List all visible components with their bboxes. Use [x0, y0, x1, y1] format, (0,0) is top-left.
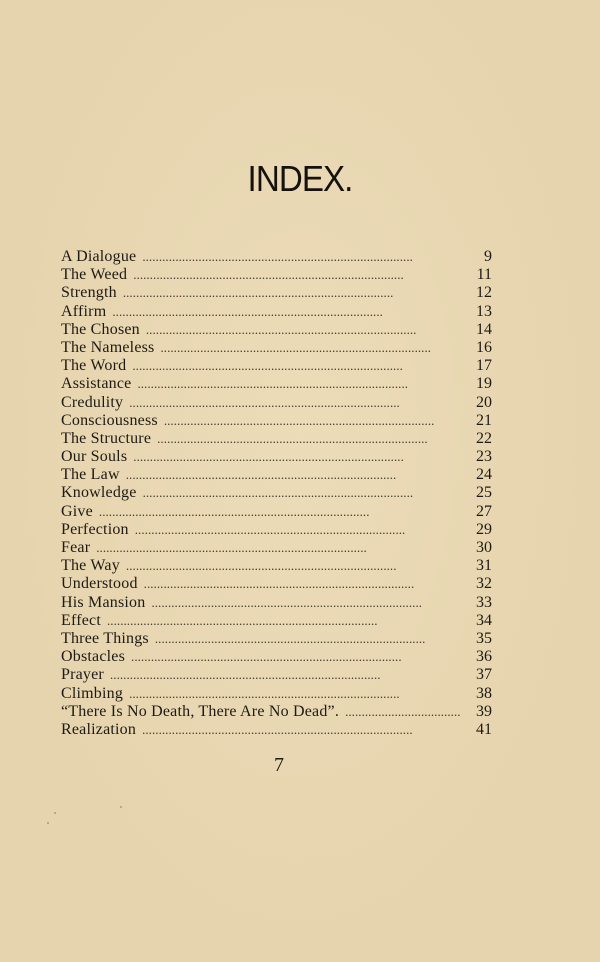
dot-leader: [132, 357, 460, 375]
index-entry: [61, 666, 492, 684]
entry-page-number: 16: [476, 338, 492, 356]
dot-leader: [96, 539, 460, 557]
dot-leader: [126, 466, 460, 484]
entry-page-number: 20: [476, 393, 492, 411]
entry-title: The Chosen: [61, 320, 140, 338]
entry-title: “There Is No Death, There Are No Dead”.: [61, 702, 340, 720]
entry-page-number: 29: [476, 520, 492, 538]
dot-leader: [135, 521, 460, 539]
entry-page-number: 24: [476, 466, 492, 484]
entry-title: The Word: [61, 357, 127, 375]
index-entry: [61, 357, 492, 375]
page-title: INDEX.: [247, 158, 353, 199]
entry-page-number: 33: [476, 593, 492, 611]
entry-page-number: 23: [476, 448, 492, 466]
dot-leader: [142, 248, 460, 266]
dot-leader: [131, 648, 460, 666]
dot-leader: [144, 575, 460, 593]
dot-leader: [146, 321, 460, 339]
entry-page-number: 19: [476, 375, 492, 393]
entry-title: Perfection: [61, 520, 129, 538]
index-entry: [61, 612, 492, 630]
entry-title: Climbing: [61, 684, 124, 702]
index-entry: [61, 557, 492, 575]
entry-title: Our Souls: [61, 448, 128, 466]
index-list: [61, 248, 492, 739]
entry-page-number: 11: [476, 266, 492, 284]
entry-title: The Weed: [61, 266, 128, 284]
entry-title: Assistance: [61, 375, 132, 393]
dot-leader: [126, 557, 460, 575]
entry-page-number: 9: [484, 248, 492, 265]
entry-page-number: 41: [476, 720, 492, 738]
index-entry: [61, 321, 492, 339]
entry-title: Understood: [61, 575, 138, 593]
entry-page-number: 35: [476, 629, 492, 647]
index-entry: [61, 685, 492, 703]
entry-page-number: 37: [476, 666, 492, 684]
entry-title: Prayer: [61, 666, 104, 684]
dot-leader: [123, 284, 460, 302]
index-entry: [61, 412, 492, 430]
dot-leader: [142, 721, 460, 739]
dot-leader: [133, 266, 460, 284]
dot-leader: [151, 594, 460, 612]
entry-page-number: 38: [476, 684, 492, 702]
dot-leader: [160, 339, 460, 357]
dot-leader: [164, 412, 460, 430]
entry-page-number: 32: [476, 575, 492, 593]
entry-page-number: 27: [476, 502, 492, 520]
index-entry: [61, 448, 492, 466]
dot-leader: [157, 430, 460, 448]
entry-title: The Nameless: [61, 338, 155, 356]
dot-leader: [345, 703, 460, 721]
page-number: 7: [274, 754, 284, 776]
dot-leader: [137, 375, 460, 393]
entry-page-number: 30: [476, 539, 492, 556]
dot-leader: [129, 685, 460, 703]
index-entry: [61, 266, 492, 284]
index-entry: [61, 703, 492, 721]
index-entry: [61, 594, 492, 612]
entry-page-number: 31: [476, 557, 492, 575]
index-entry: [61, 521, 492, 539]
entry-title: The Way: [61, 557, 120, 575]
entry-title: Affirm: [61, 302, 107, 320]
paper-speck: [120, 806, 122, 808]
index-entry: [61, 248, 492, 266]
index-entry: [61, 721, 492, 739]
index-entry: [61, 466, 492, 484]
entry-title: Strength: [61, 284, 117, 302]
paper-speck: [54, 812, 56, 814]
paper-speck: [47, 822, 49, 824]
dot-leader: [107, 612, 460, 630]
index-entry: [61, 539, 492, 557]
index-entry: [61, 575, 492, 593]
index-entry: [61, 648, 492, 666]
entry-page-number: 21: [476, 411, 492, 429]
entry-title: His Mansion: [61, 593, 146, 611]
index-entry: [61, 375, 492, 393]
index-entry: [61, 303, 492, 321]
dot-leader: [112, 303, 460, 321]
entry-page-number: 39: [476, 702, 492, 720]
entry-title: A Dialogue: [61, 248, 137, 265]
dot-leader: [143, 484, 460, 502]
entry-title: Give: [61, 502, 93, 520]
dot-leader: [129, 394, 460, 412]
dot-leader: [133, 448, 460, 466]
entry-title: Effect: [61, 611, 101, 629]
index-entry: [61, 430, 492, 448]
entry-page-number: 12: [476, 284, 492, 302]
entry-title: Consciousness: [61, 411, 158, 429]
entry-page-number: 36: [476, 648, 492, 666]
index-entry: [61, 284, 492, 302]
entry-title: Knowledge: [61, 484, 137, 502]
entry-page-number: 14: [476, 320, 492, 338]
entry-title: Fear: [61, 539, 91, 556]
dot-leader: [99, 503, 460, 521]
entry-page-number: 34: [476, 611, 492, 629]
entry-title: Obstacles: [61, 648, 126, 666]
entry-title: Credulity: [61, 393, 124, 411]
index-entry: [61, 484, 492, 502]
entry-title: The Law: [61, 466, 120, 484]
entry-page-number: 17: [476, 357, 492, 375]
index-entry: [61, 503, 492, 521]
index-entry: [61, 339, 492, 357]
index-entry: [61, 394, 492, 412]
entry-page-number: 25: [476, 484, 492, 502]
index-entry: [61, 630, 492, 648]
entry-title: The Structure: [61, 429, 152, 447]
entry-title: Realization: [61, 720, 137, 738]
entry-page-number: 13: [476, 302, 492, 320]
entry-page-number: 22: [476, 429, 492, 447]
entry-title: Three Things: [61, 629, 149, 647]
dot-leader: [155, 630, 460, 648]
dot-leader: [110, 666, 460, 684]
